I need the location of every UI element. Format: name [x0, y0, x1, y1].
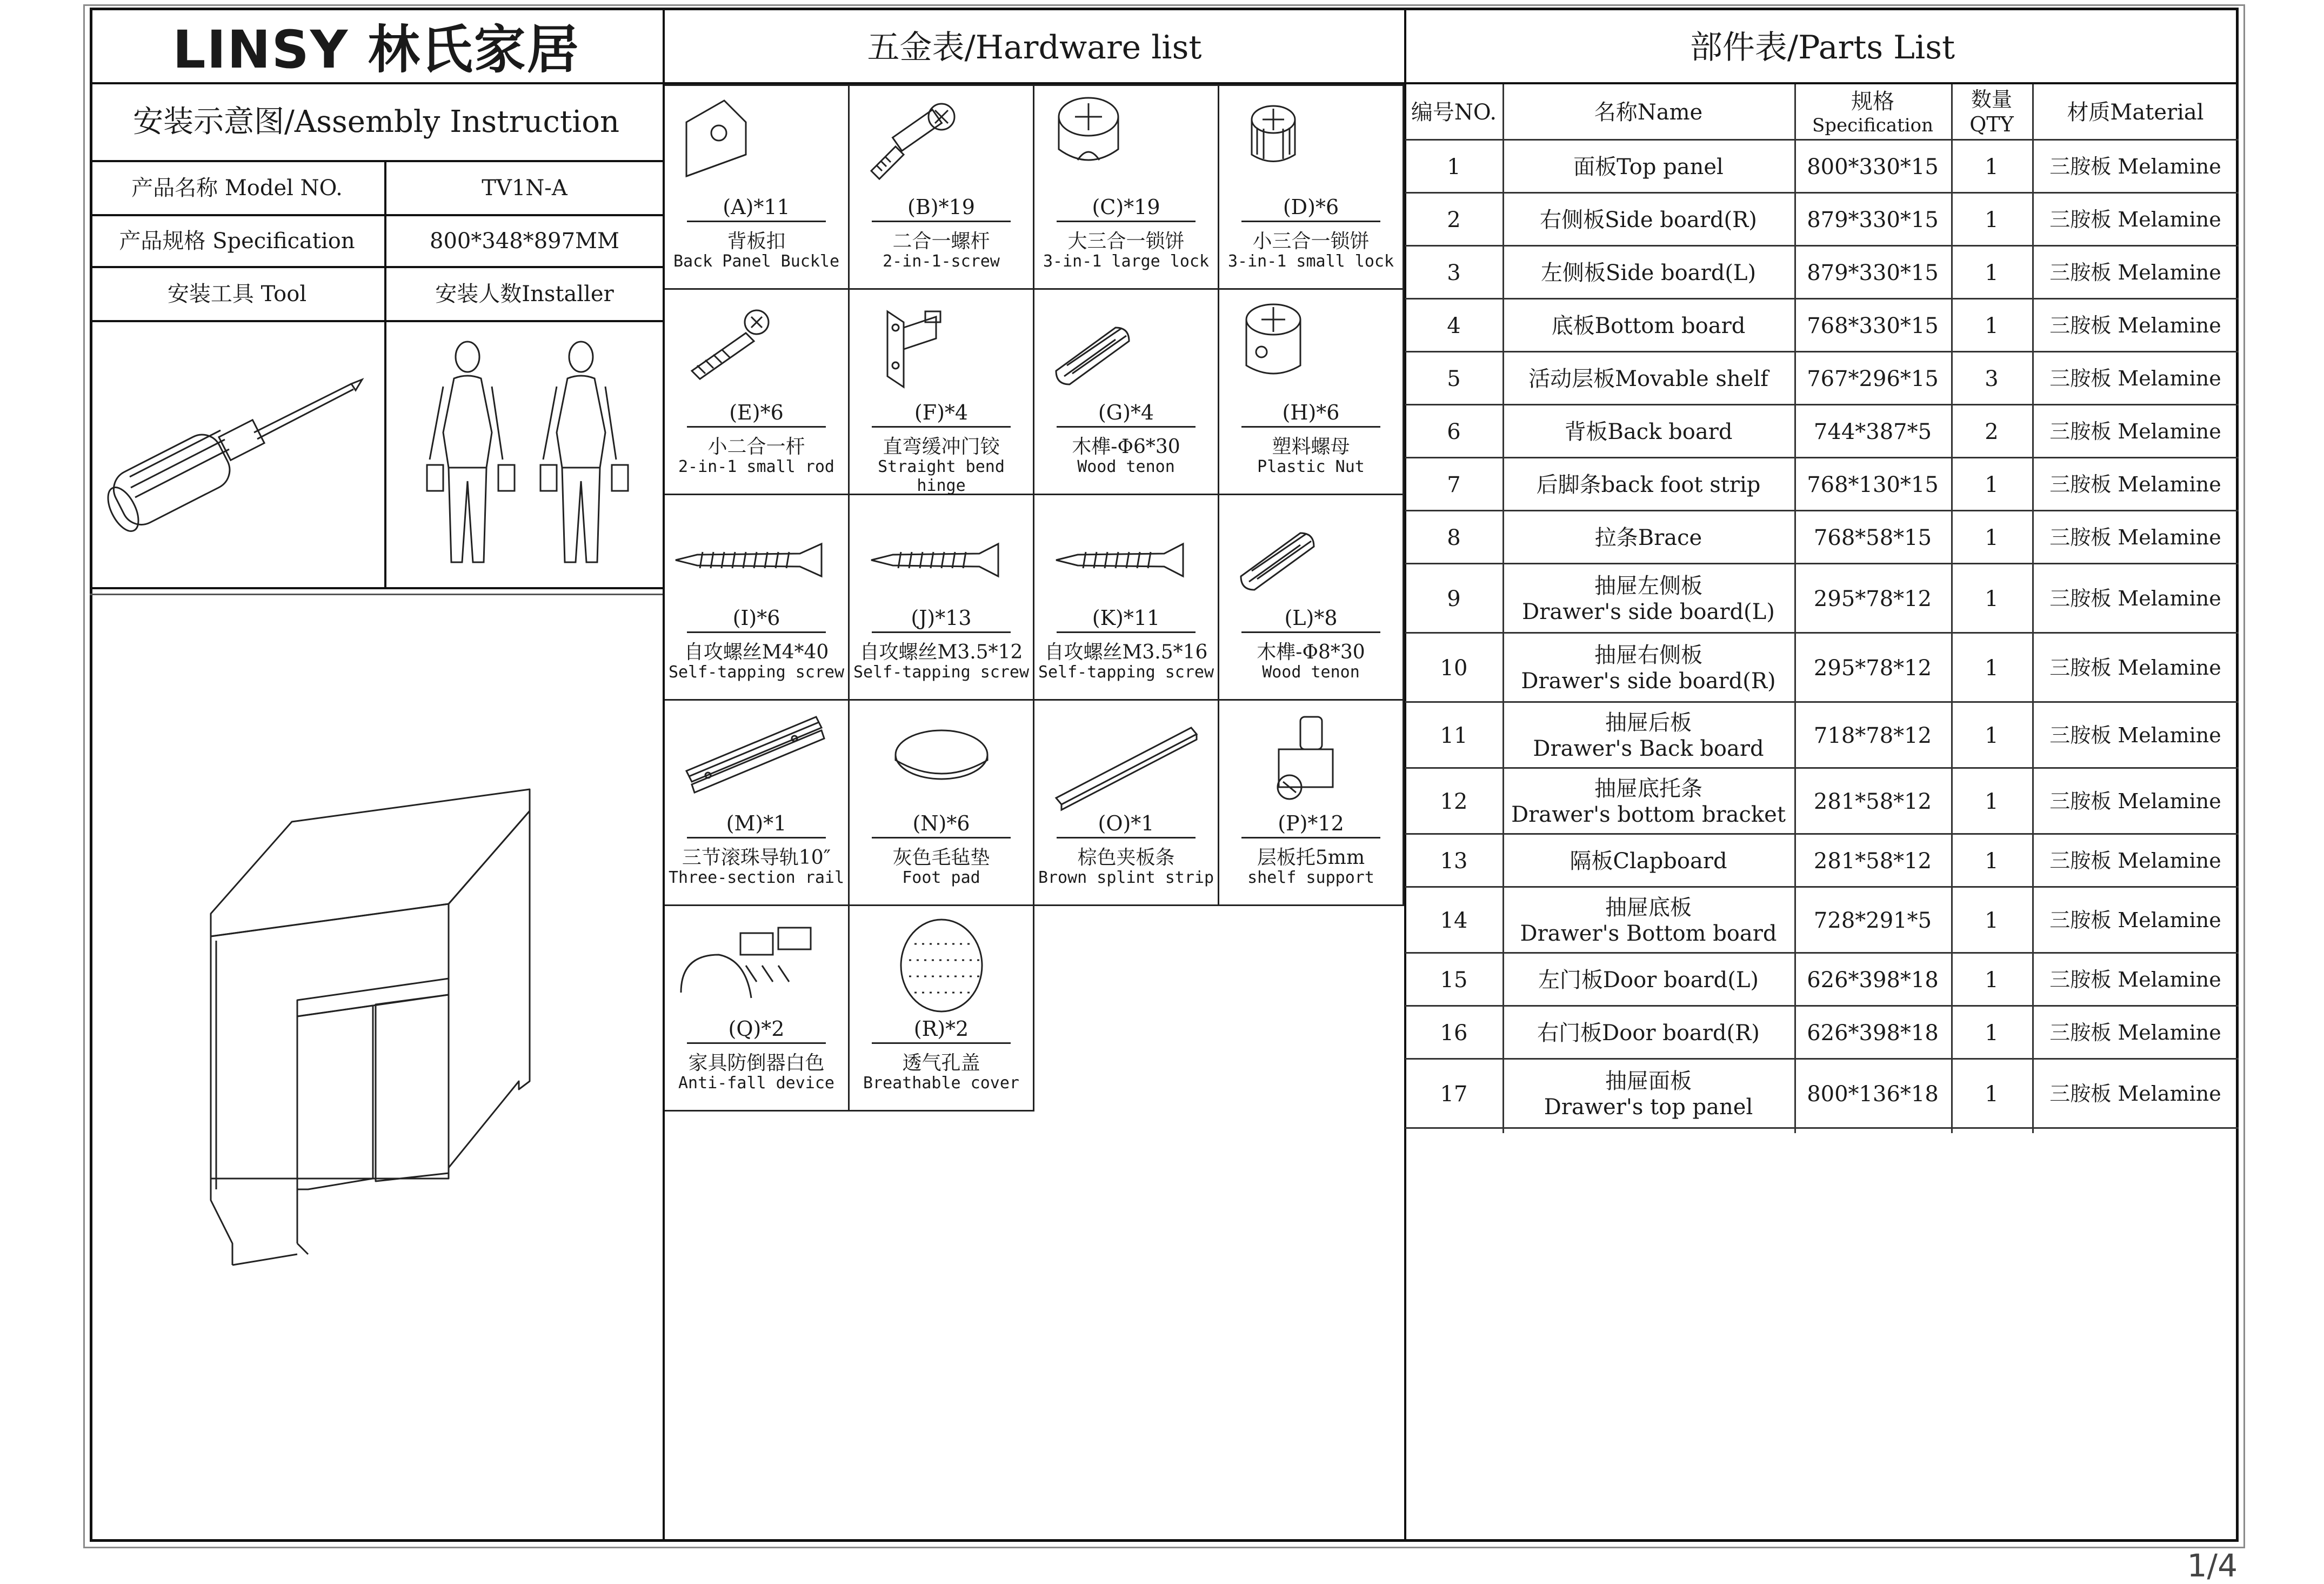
part-material: 三胺板 Melamine — [2049, 472, 2221, 497]
part-spec: 281*58*12 — [1813, 789, 1932, 814]
hardware-grid-top-rule — [665, 84, 1404, 86]
installer-label: 安装人数Installer — [435, 282, 614, 307]
part-name-line: Drawer's side board(L) — [1522, 600, 1775, 624]
hardware-name-en: Anti-fall device — [678, 1074, 834, 1093]
hardware-name-cn: 木榫-Φ8*30 — [1257, 641, 1365, 663]
part-number: 2 — [1447, 208, 1461, 232]
parts-row — [1405, 141, 2239, 194]
part-qty: 1 — [1985, 723, 1999, 748]
door-right — [376, 995, 449, 1181]
part-material: 三胺板 Melamine — [2049, 908, 2221, 933]
info-rule-6 — [90, 594, 663, 595]
hardware-code: (N)*6 — [912, 811, 970, 835]
part-name — [1502, 300, 1794, 352]
part-name-line: 抽屉右侧板 — [1594, 643, 1702, 668]
part-number: 7 — [1447, 472, 1461, 497]
col-header-spec — [1794, 84, 1951, 141]
parts-row — [1405, 194, 2239, 247]
part-name-line: 左门板Door board(L) — [1538, 968, 1759, 993]
hardware-rule — [872, 221, 1011, 222]
hardware-name-cn: 二合一螺杆 — [892, 230, 990, 252]
part-qty: 1 — [1985, 968, 1999, 993]
part-number: 3 — [1447, 261, 1461, 285]
part-spec: 744*387*5 — [1813, 420, 1932, 444]
part-name — [1502, 954, 1794, 1007]
part-number: 10 — [1440, 656, 1468, 681]
part-spec: 879*330*15 — [1807, 261, 1939, 285]
part-number: 1 — [1447, 155, 1461, 179]
hardware-rule — [1057, 426, 1196, 428]
part-number: 13 — [1440, 849, 1468, 874]
part-name-line: 拉条Brace — [1594, 525, 1702, 550]
long-screw-icon — [665, 501, 849, 609]
info-rule-4 — [90, 320, 663, 322]
part-qty: 1 — [1985, 525, 1999, 550]
small-cam-lock-icon — [1219, 90, 1403, 198]
hardware-name-cn: 小二合一杆 — [707, 436, 805, 458]
hardware-item — [1034, 495, 1219, 701]
dowel-icon — [1219, 501, 1403, 609]
part-name-line: 抽屉左侧板 — [1594, 574, 1702, 598]
parts-title: 部件表/Parts List — [1689, 29, 1955, 66]
part-qty: 1 — [1985, 155, 1999, 179]
part-spec: 768*130*15 — [1807, 472, 1939, 497]
hardware-item — [850, 495, 1034, 701]
hardware-item — [1219, 701, 1404, 906]
parts-row — [1405, 1007, 2239, 1060]
hardware-rule — [1241, 426, 1381, 428]
hardware-code: (F)*4 — [914, 401, 969, 424]
part-qty: 1 — [1985, 908, 1999, 933]
part-name-line: 活动层板Movable shelf — [1528, 367, 1768, 391]
hardware-rule — [687, 1042, 826, 1044]
part-name — [1502, 703, 1794, 769]
part-qty: 1 — [1985, 472, 1999, 497]
drawer-rail-icon — [665, 706, 849, 814]
part-material: 三胺板 Melamine — [2049, 314, 2221, 338]
door-left — [297, 1006, 373, 1189]
hardware-name-cn: 自攻螺丝M3.5*16 — [1044, 641, 1208, 663]
part-name — [1502, 769, 1794, 835]
shelf-support-icon — [1219, 706, 1403, 814]
hardware-item — [850, 84, 1034, 290]
hardware-name-en: Self-tapping screw — [668, 663, 845, 682]
hardware-title: 五金表/Hardware list — [867, 29, 1202, 66]
part-name — [1502, 141, 1794, 194]
part-name-line: 隔板Clapboard — [1570, 849, 1727, 874]
parts-row — [1405, 352, 2239, 405]
part-number: 12 — [1440, 789, 1468, 814]
hardware-code: (G)*4 — [1098, 401, 1154, 424]
hardware-name-cn: 灰色毛毡垫 — [892, 847, 990, 869]
hardware-code: (C)*19 — [1092, 195, 1160, 219]
part-material: 三胺板 Melamine — [2049, 968, 2221, 992]
hardware-code: (H)*6 — [1282, 401, 1340, 424]
part-number: 6 — [1447, 420, 1461, 444]
hardware-item — [665, 84, 850, 290]
part-spec: 768*330*15 — [1807, 314, 1939, 338]
part-spec: 768*58*15 — [1813, 525, 1932, 550]
part-name-line: 面板Top panel — [1573, 155, 1724, 179]
col-header-spec-en: Specification — [1812, 114, 1933, 136]
part-qty: 1 — [1985, 1082, 1999, 1107]
hardware-name-en: Wood tenon — [1262, 663, 1360, 682]
parts-row — [1405, 511, 2239, 564]
hardware-code: (L)*8 — [1284, 606, 1338, 630]
parts-row — [1405, 1060, 2239, 1129]
hardware-item — [665, 701, 850, 906]
part-spec: 800*136*18 — [1807, 1082, 1939, 1107]
part-name-line: 背板Back board — [1564, 420, 1733, 444]
part-qty: 1 — [1985, 261, 1999, 285]
dowel-icon — [1034, 295, 1218, 403]
hardware-rule — [687, 221, 826, 222]
hardware-name-cn: 木榫-Φ6*30 — [1072, 436, 1180, 458]
col-header-qty: 数量QTY — [1969, 88, 2014, 136]
hardware-rule — [1241, 837, 1381, 838]
hardware-name-cn: 小三合一锁饼 — [1252, 230, 1370, 252]
cabinet-front-outline — [211, 904, 449, 1179]
parts-row — [1405, 300, 2239, 352]
cabinet-drawing — [200, 778, 546, 1276]
part-material: 三胺板 Melamine — [2049, 367, 2221, 391]
hardware-rule — [687, 837, 826, 838]
part-spec: 800*330*15 — [1807, 155, 1939, 179]
part-material: 三胺板 Melamine — [2049, 208, 2221, 232]
hardware-code: (B)*19 — [907, 195, 975, 219]
parts-row — [1405, 405, 2239, 458]
part-name-line: Drawer's side board(R) — [1521, 669, 1776, 694]
hardware-rule — [872, 426, 1011, 428]
model-label: 产品名称 Model NO. — [131, 176, 343, 201]
hardware-name-en: Back Panel Buckle — [673, 252, 840, 271]
part-spec: 767*296*15 — [1807, 367, 1939, 391]
part-name-line: Drawer's Bottom board — [1520, 921, 1777, 946]
hardware-name-cn: 透气孔盖 — [902, 1052, 980, 1074]
parts-row — [1405, 954, 2239, 1007]
model-value: TV1N-A — [482, 176, 567, 201]
installer-figures-icon — [411, 335, 649, 578]
hardware-name-en: Foot pad — [902, 868, 980, 887]
screw-icon — [850, 501, 1033, 609]
hardware-code: (A)*11 — [723, 195, 790, 219]
hardware-name-en: 2-in-1 small rod — [678, 457, 834, 476]
col-header-spec-cn: 规格 — [1851, 89, 1894, 114]
hardware-rule — [1057, 221, 1196, 222]
parts-col-rule-2 — [1794, 84, 1796, 1133]
hardware-item — [1034, 701, 1219, 906]
part-qty: 2 — [1985, 420, 1999, 444]
part-name — [1502, 634, 1794, 703]
hardware-item — [1219, 495, 1404, 701]
part-material: 三胺板 Melamine — [2049, 849, 2221, 873]
parts-row — [1405, 703, 2239, 769]
part-name — [1502, 511, 1794, 564]
screw-rod-icon — [850, 90, 1033, 198]
part-name — [1502, 1060, 1794, 1129]
parts-row — [1405, 247, 2239, 300]
hardware-item — [1219, 84, 1404, 290]
corner-bracket-icon — [665, 90, 849, 198]
row-rule — [1405, 1127, 2239, 1129]
hardware-name-cn: 家具防倒器白色 — [688, 1052, 825, 1074]
hardware-rule — [1241, 221, 1381, 222]
hardware-rule — [1057, 837, 1196, 838]
hardware-name-en: Three-section rail — [668, 868, 845, 887]
parts-row — [1405, 835, 2239, 888]
part-spec: 295*78*12 — [1813, 587, 1932, 611]
parts-col-rule-4 — [2032, 84, 2034, 1133]
hardware-rule — [872, 837, 1011, 838]
vent-cover-icon — [850, 911, 1033, 1020]
part-material: 三胺板 Melamine — [2049, 261, 2221, 285]
part-material: 三胺板 Melamine — [2049, 420, 2221, 444]
part-qty: 1 — [1985, 314, 1999, 338]
hardware-name-cn: 塑料螺母 — [1272, 436, 1350, 458]
splint-strip-icon — [1034, 706, 1218, 814]
part-number: 17 — [1440, 1082, 1468, 1107]
hardware-name-cn: 三节滚珠导轨10″ — [682, 847, 831, 869]
part-qty: 3 — [1985, 367, 1999, 391]
small-rod-icon — [665, 295, 849, 403]
hardware-name-cn: 背板扣 — [727, 230, 786, 252]
hardware-name-en: 2-in-1-screw — [883, 252, 1000, 271]
parts-row — [1405, 634, 2239, 703]
col-header-no: 编号NO. — [1411, 100, 1497, 125]
spec-label: 产品规格 Specification — [119, 229, 355, 254]
hardware-item — [665, 290, 850, 495]
hardware-code: (R)*2 — [913, 1017, 969, 1041]
hardware-name-en: Self-tapping screw — [1038, 663, 1214, 682]
part-material: 三胺板 Melamine — [2049, 789, 2221, 814]
part-number: 14 — [1440, 908, 1468, 933]
hardware-item — [1219, 290, 1404, 495]
col-header-name: 名称Name — [1594, 100, 1703, 125]
hardware-code: (J)*13 — [911, 606, 972, 630]
part-name-line: 右侧板Side board(R) — [1540, 208, 1757, 232]
part-name-line: 后脚条back foot strip — [1536, 472, 1761, 497]
part-name — [1502, 835, 1794, 888]
part-material: 三胺板 Melamine — [2049, 1021, 2221, 1045]
hardware-name-en: Self-tapping screw — [853, 663, 1030, 682]
part-name — [1502, 352, 1794, 405]
part-spec: 718*78*12 — [1813, 723, 1932, 748]
hardware-item — [850, 290, 1034, 495]
part-name-line: 右门板Door board(R) — [1537, 1021, 1760, 1046]
part-number: 16 — [1440, 1021, 1468, 1046]
person-1 — [427, 342, 515, 562]
parts-row — [1405, 458, 2239, 511]
hardware-item — [665, 906, 850, 1112]
part-material: 三胺板 Melamine — [2049, 656, 2221, 680]
part-spec: 728*291*5 — [1813, 908, 1932, 933]
screw-icon — [1034, 501, 1218, 609]
hardware-rule — [872, 631, 1011, 633]
hardware-name-en: Plastic Nut — [1257, 457, 1365, 476]
tool-label: 安装工具 Tool — [167, 282, 307, 307]
part-qty: 1 — [1985, 656, 1999, 681]
spec-value: 800*348*897MM — [430, 229, 619, 254]
person-2 — [540, 342, 628, 562]
part-spec: 281*58*12 — [1813, 849, 1932, 874]
hardware-item — [850, 701, 1034, 906]
hardware-rule — [872, 1042, 1011, 1044]
foot-pad-icon — [850, 706, 1033, 814]
part-number: 4 — [1447, 314, 1461, 338]
cabinet-side — [449, 811, 530, 1168]
hardware-name-en: Straight bend hinge — [878, 457, 1005, 495]
hardware-name-cn: 直弯缓冲门铰 — [883, 436, 1000, 458]
info-mid-divider — [384, 160, 386, 587]
part-name-line: 抽屉面板 — [1605, 1069, 1692, 1094]
hardware-name-cn: 棕色夹板条 — [1077, 847, 1175, 869]
hardware-item — [1034, 290, 1219, 495]
part-spec: 626*398*18 — [1807, 968, 1939, 993]
part-name — [1502, 247, 1794, 300]
info-rule-5 — [90, 587, 663, 589]
part-name-line: 抽屉底板 — [1605, 895, 1692, 920]
part-number: 8 — [1447, 525, 1461, 550]
hardware-grid — [665, 84, 1404, 1122]
part-name — [1502, 888, 1794, 954]
hardware-rule — [687, 631, 826, 633]
part-number: 15 — [1440, 968, 1468, 993]
hardware-name-en: 3-in-1 small lock — [1227, 252, 1394, 271]
part-name-line: 抽屉后板 — [1605, 710, 1692, 735]
cam-lock-icon — [1034, 90, 1218, 198]
hardware-item — [665, 495, 850, 701]
parts-col-rule-1 — [1502, 84, 1504, 1133]
part-number: 5 — [1447, 367, 1461, 391]
parts-row — [1405, 564, 2239, 634]
hardware-name-en: shelf support — [1247, 868, 1374, 887]
hardware-rule — [1241, 631, 1381, 633]
col-header-material: 材质Material — [2067, 100, 2204, 125]
part-qty: 1 — [1985, 1021, 1999, 1046]
hardware-code: (P)*12 — [1278, 811, 1344, 835]
part-name — [1502, 194, 1794, 247]
hardware-code: (Q)*2 — [728, 1017, 785, 1041]
part-material: 三胺板 Melamine — [2049, 723, 2221, 748]
part-name-line: 左侧板Side board(L) — [1540, 261, 1757, 285]
hardware-code: (K)*11 — [1092, 606, 1160, 630]
hardware-name-en: Wood tenon — [1077, 457, 1175, 476]
hinge-icon — [850, 295, 1033, 403]
part-name — [1502, 405, 1794, 458]
hardware-code: (I)*6 — [732, 606, 780, 630]
part-qty: 1 — [1985, 208, 1999, 232]
plastic-nut-icon — [1219, 295, 1403, 403]
part-spec: 295*78*12 — [1813, 656, 1932, 681]
part-spec: 626*398*18 — [1807, 1021, 1939, 1046]
part-name-line: Drawer's bottom bracket — [1511, 802, 1786, 827]
parts-row — [1405, 769, 2239, 835]
assembly-title: 安装示意图/Assembly Instruction — [132, 104, 620, 139]
part-qty: 1 — [1985, 849, 1999, 874]
hardware-code: (D)*6 — [1283, 195, 1339, 219]
hardware-code: (O)*1 — [1098, 811, 1154, 835]
part-name — [1502, 564, 1794, 634]
hardware-code: (E)*6 — [729, 401, 784, 424]
hardware-rule — [1057, 631, 1196, 633]
part-material: 三胺板 Melamine — [2049, 1082, 2221, 1106]
hardware-item — [1034, 84, 1219, 290]
hardware-name-en: 3-in-1 large lock — [1043, 252, 1210, 271]
hardware-name-cn: 自攻螺丝M3.5*12 — [859, 641, 1023, 663]
page-number: 1/4 — [2187, 1547, 2238, 1584]
screwdriver-icon — [97, 335, 378, 573]
parts-col-rule-3 — [1951, 84, 1953, 1133]
hardware-name-cn: 层板托5mm — [1257, 847, 1365, 869]
part-material: 三胺板 Melamine — [2049, 587, 2221, 611]
hardware-name-cn: 自攻螺丝M4*40 — [684, 641, 829, 663]
part-material: 三胺板 Melamine — [2049, 155, 2221, 179]
part-qty: 1 — [1985, 789, 1999, 814]
part-material: 三胺板 Melamine — [2049, 525, 2221, 550]
part-name — [1502, 458, 1794, 511]
brand-logo: LINSY 林氏家居 — [172, 19, 580, 80]
part-number: 11 — [1440, 723, 1468, 748]
hardware-name-en: Brown splint strip — [1038, 868, 1214, 887]
part-name-line: 底板Bottom board — [1551, 314, 1746, 338]
part-number: 9 — [1447, 587, 1461, 611]
hardware-name-cn: 大三合一锁饼 — [1067, 230, 1185, 252]
hardware-name-en: Breathable cover — [863, 1074, 1019, 1093]
part-qty: 1 — [1985, 587, 1999, 611]
part-name-line: Drawer's Back board — [1533, 736, 1764, 761]
hardware-code: (M)*1 — [726, 811, 787, 835]
anti-fall-kit-icon — [665, 911, 849, 1020]
part-name-line: 抽屉底托条 — [1594, 776, 1702, 801]
part-name — [1502, 1007, 1794, 1060]
hardware-item — [850, 906, 1034, 1112]
part-spec: 879*330*15 — [1807, 208, 1939, 232]
parts-header-row — [1405, 84, 2239, 141]
parts-row — [1405, 888, 2239, 954]
hardware-rule — [687, 426, 826, 428]
part-name-line: Drawer's top panel — [1544, 1095, 1753, 1120]
